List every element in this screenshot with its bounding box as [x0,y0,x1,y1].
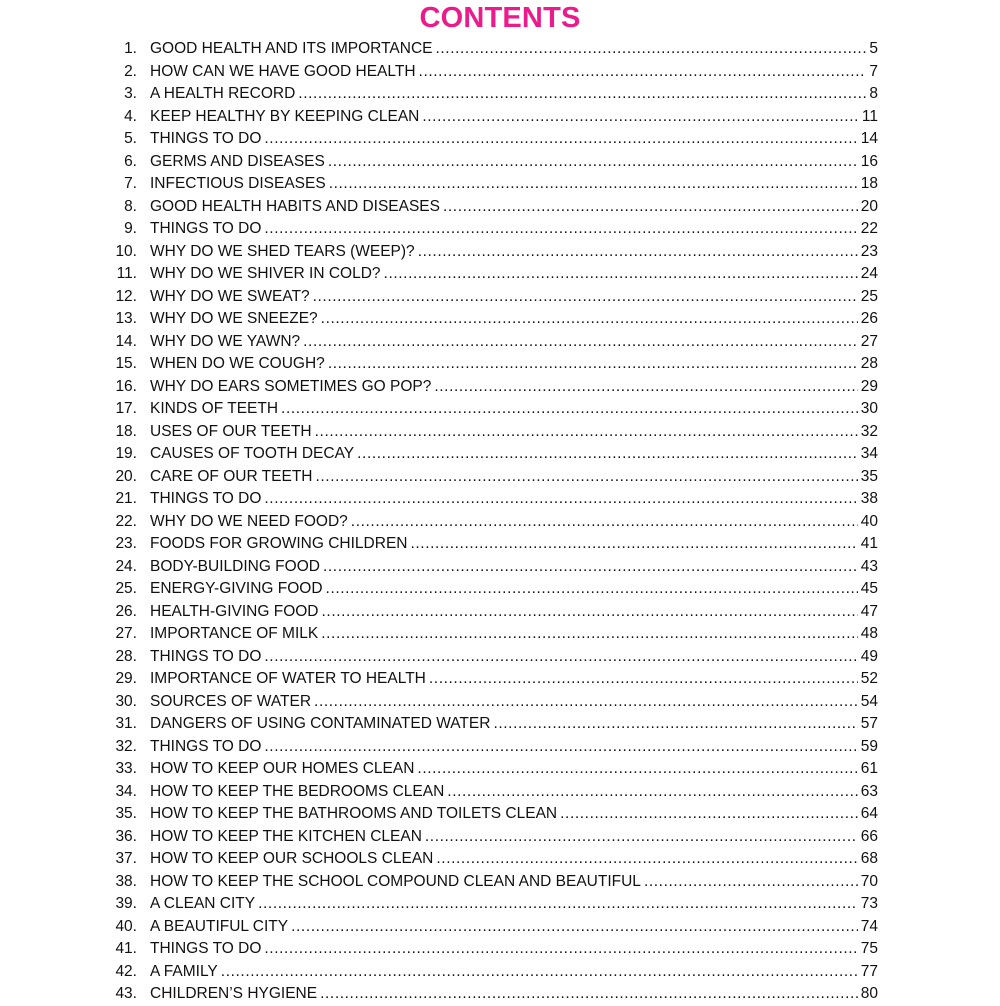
toc-entry-page: 26 [860,310,878,327]
toc-entry-number: 27. [115,625,137,642]
toc-entry-title: INFECTIOUS DISEASES [150,175,326,192]
toc-entry-title: GOOD HEALTH HABITS AND DISEASES [150,197,440,215]
toc-entry-line [150,668,878,691]
toc-entry-page: 68 [860,850,878,867]
toc-entry-line [150,61,878,84]
toc-entry-title: THINGS TO DO [150,220,262,237]
toc-entry-page: 11 [861,107,878,125]
toc-entry-title: A BEAUTIFUL CITY [150,917,289,935]
toc-entry-page: 38 [860,490,878,507]
toc-entry-line [150,421,878,444]
toc-entry-page: 40 [860,512,878,530]
toc-entry-page: 77 [860,962,878,980]
toc-entry-number: 40. [115,917,137,935]
toc-entry-title: A CLEAN CITY [150,895,256,912]
toc-entry-page: 22 [860,220,878,237]
toc-entry-title: SOURCES OF WATER [150,692,312,710]
toc-entry-page: 80 [860,985,878,1002]
toc-entry [100,308,878,331]
toc-entry [100,488,878,511]
toc-entry [100,263,878,286]
toc-entry-page: 34 [860,445,878,462]
toc-entry-page: 49 [860,647,878,665]
toc-entry-title: WHY DO WE YAWN? [150,332,301,350]
toc-entry [100,938,878,961]
toc-entry [100,196,878,219]
toc-entry-number: 1. [124,40,137,57]
toc-entry [100,421,878,444]
toc-entry-page: 29 [860,377,878,395]
toc-entry-title: WHY DO WE SHIVER IN COLD? [150,265,381,282]
toc-entry-number: 19. [115,445,137,462]
toc-entry-number: 36. [115,827,137,845]
toc-entry-title: HEALTH-GIVING FOOD [150,602,319,620]
toc-entry-title: A FAMILY [150,962,218,980]
toc-entry-page: 61 [860,760,878,777]
toc-entry-title: USES OF OUR TEETH [150,422,312,440]
dot-leader [322,601,858,624]
toc-entry-line [150,803,878,826]
toc-entry-number: 35. [115,805,137,822]
dot-leader [328,151,858,174]
toc-entry-line [150,173,878,196]
dot-leader [644,871,858,894]
dot-leader [419,61,867,84]
toc-entry [100,601,878,624]
toc-entry-number: 37. [115,850,137,867]
toc-entry-title: IMPORTANCE OF MILK [150,625,319,642]
toc-entry-page: 64 [860,805,878,822]
toc-entry-title: WHEN DO WE COUGH? [150,355,325,372]
toc-entry-number: 31. [115,715,137,732]
dot-leader [303,331,858,354]
toc-entry-page: 24 [860,265,878,282]
toc-entry [100,241,878,264]
dot-leader [357,443,858,466]
toc-entry-number: 24. [115,557,137,575]
toc-entry-line [150,331,878,354]
toc-entry-page: 47 [860,602,878,620]
dot-leader [560,803,858,826]
toc-entry [100,151,878,174]
toc-entry-title: A HEALTH RECORD [150,85,296,102]
dot-leader [326,578,858,601]
toc-entry [100,398,878,421]
toc-entry-page: 8 [869,85,878,102]
toc-entry-number: 33. [115,760,137,777]
toc-entry-title: HOW TO KEEP THE SCHOOL COMPOUND CLEAN AND BEAUTIFUL [150,872,641,890]
toc-entry-title: FOODS FOR GROWING CHILDREN [150,535,408,552]
toc-entry-page: 41 [860,535,878,552]
toc-entry-line [150,578,878,601]
toc-entry [100,128,878,151]
toc-entry [100,443,878,466]
dot-leader [315,466,857,489]
toc-entry-page: 45 [860,580,878,597]
toc-entry-page: 52 [860,670,878,687]
toc-entry-title: BODY-BUILDING FOOD [150,557,320,575]
toc-entry-number: 18. [115,422,137,440]
toc-entry-line [150,646,878,669]
toc-entry-title: THINGS TO DO [150,737,262,755]
dot-leader [321,623,858,646]
toc-entry-page: 14 [860,130,878,147]
toc-entry-number: 38. [115,872,137,890]
toc-entry-line [150,241,878,264]
toc-entry-number: 6. [124,152,137,170]
toc-entry-page: 73 [860,895,878,912]
dot-leader [264,646,857,669]
toc-entry-title: HOW TO KEEP THE KITCHEN CLEAN [150,827,422,845]
toc-entry-number: 25. [115,580,137,597]
toc-entry-title: GOOD HEALTH AND ITS IMPORTANCE [150,40,433,57]
toc-entry-title: WHY DO WE SNEEZE? [150,310,318,327]
dot-leader [417,758,857,781]
toc-entry-number: 8. [124,197,137,215]
toc-entry-title: KINDS OF TEETH [150,400,279,417]
dot-leader [264,736,857,759]
toc-entry [100,353,878,376]
toc-entry-line [150,781,878,804]
dot-leader [429,668,858,691]
toc-entry-title: DANGERS OF USING CONTAMINATED WATER [150,715,491,732]
toc-entry-number: 34. [115,782,137,800]
dot-leader [314,691,858,714]
toc-entry-title: CAUSES OF TOOTH DECAY [150,445,355,462]
toc-entry-page: 23 [860,242,878,260]
dot-leader [264,218,857,241]
dot-leader [264,128,857,151]
toc-entry-number: 29. [115,670,137,687]
toc-entry [100,803,878,826]
dot-leader [447,781,857,804]
dot-leader [328,353,858,376]
toc-entry-title: HOW TO KEEP THE BATHROOMS AND TOILETS CLEAN [150,805,558,822]
toc-entry-number: 14. [115,332,137,350]
toc-entry-line [150,938,878,961]
toc-entry-line [150,263,878,286]
dot-leader [443,196,858,219]
toc-entry-number: 20. [115,467,137,485]
toc-entry-title: IMPORTANCE OF WATER TO HEALTH [150,670,426,687]
toc-entry-line [150,736,878,759]
toc-entry-number: 7. [124,175,137,192]
toc-entry-page: 7 [869,62,878,80]
toc-entry-line [150,623,878,646]
toc-entry-page: 74 [860,917,878,935]
toc-entry-title: THINGS TO DO [150,940,262,957]
toc-entry-line [150,691,878,714]
toc-entry [100,173,878,196]
toc-entry-line [150,556,878,579]
toc-entry-page: 75 [860,940,878,957]
toc-entry-line [150,151,878,174]
toc-entry-page: 59 [860,737,878,755]
toc-entry [100,466,878,489]
toc-entry-page: 32 [860,422,878,440]
toc-entry-number: 3. [124,85,137,102]
dot-leader [422,106,859,129]
toc-entry-line [150,353,878,376]
toc-entry-line [150,848,878,871]
toc-entry-number: 32. [115,737,137,755]
toc-entry-title: CHILDREN’S HYGIENE [150,985,318,1002]
dot-leader [384,263,858,286]
dot-leader [315,421,858,444]
toc-entry-line [150,961,878,984]
dot-leader [493,713,857,736]
toc-entry-number: 11. [116,265,137,282]
dot-leader [298,83,866,106]
toc-entry [100,38,878,61]
toc-entry-line [150,196,878,219]
toc-entry-number: 17. [115,400,137,417]
toc-entry-page: 43 [860,557,878,575]
toc-entry-title: WHY DO WE SWEAT? [150,287,310,305]
toc-entry-title: WHY DO WE SHED TEARS (WEEP)? [150,242,415,260]
dot-leader [321,308,858,331]
toc-entry-page: 57 [860,715,878,732]
toc-entry-page: 20 [860,197,878,215]
toc-entry [100,871,878,894]
toc-entry-line [150,511,878,534]
toc-entry [100,578,878,601]
toc-entry-line [150,398,878,421]
toc-entry-number: 16. [115,377,137,395]
toc-entry-title: HOW TO KEEP OUR HOMES CLEAN [150,760,415,777]
dot-leader [351,511,858,534]
toc-entry-number: 22. [115,512,137,530]
dot-leader [436,848,857,871]
toc-entry [100,218,878,241]
toc-entry-number: 13. [115,310,137,327]
toc-entry-title: THINGS TO DO [150,647,262,665]
dot-leader [258,893,858,916]
dot-leader [323,556,858,579]
toc-entry-number: 26. [115,602,137,620]
dot-leader [418,241,858,264]
toc-entry-line [150,106,878,129]
toc-entry [100,961,878,984]
toc-entry-number: 4. [124,107,137,125]
toc-entry-number: 9. [124,220,137,237]
table-of-contents [100,38,878,1006]
dot-leader [313,286,858,309]
toc-entry [100,893,878,916]
toc-entry [100,691,878,714]
toc-entry-line [150,533,878,556]
toc-entry-number: 21. [115,490,137,507]
toc-entry-line [150,466,878,489]
dot-leader [291,916,858,939]
toc-entry-line [150,286,878,309]
toc-entry-page: 18 [860,175,878,192]
toc-entry-line [150,443,878,466]
toc-entry [100,668,878,691]
toc-entry [100,106,878,129]
toc-entry-line [150,376,878,399]
toc-entry-page: 30 [860,400,878,417]
toc-entry-page: 16 [860,152,878,170]
dot-leader [434,376,857,399]
toc-entry-title: CARE OF OUR TEETH [150,467,313,485]
dot-leader [221,961,858,984]
toc-entry-number: 15. [115,355,137,372]
dot-leader [410,533,857,556]
toc-entry-title: HOW TO KEEP OUR SCHOOLS CLEAN [150,850,434,867]
toc-entry-line [150,871,878,894]
toc-entry-line [150,713,878,736]
dot-leader [425,826,858,849]
toc-entry-page: 70 [860,872,878,890]
toc-entry-number: 2. [124,62,137,80]
toc-entry [100,533,878,556]
dot-leader [264,938,857,961]
toc-entry-page: 63 [860,782,878,800]
toc-entry-title: THINGS TO DO [150,490,262,507]
toc-entry [100,511,878,534]
toc-entry [100,781,878,804]
toc-entry-number: 42. [115,962,137,980]
toc-entry-page: 48 [860,625,878,642]
toc-entry [100,331,878,354]
toc-entry-title: WHY DO EARS SOMETIMES GO POP? [150,377,432,395]
toc-entry-title: WHY DO WE NEED FOOD? [150,512,348,530]
toc-entry-line [150,128,878,151]
toc-entry [100,758,878,781]
toc-entry-title: KEEP HEALTHY BY KEEPING CLEAN [150,107,420,125]
toc-entry-number: 39. [115,895,137,912]
toc-entry-line [150,826,878,849]
toc-entry-page: 54 [860,692,878,710]
toc-entry [100,286,878,309]
toc-entry-title: THINGS TO DO [150,130,262,147]
toc-entry-number: 43. [115,985,137,1002]
toc-entry-title: HOW CAN WE HAVE GOOD HEALTH [150,62,416,80]
toc-entry-number: 30. [115,692,137,710]
toc-entry-number: 5. [124,130,137,147]
toc-entry-number: 28. [115,647,137,665]
toc-entry-page: 25 [860,287,878,305]
toc-entry-number: 23. [115,535,137,552]
toc-entry [100,983,878,1006]
toc-entry [100,623,878,646]
toc-entry-title: GERMS AND DISEASES [150,152,325,170]
toc-entry [100,646,878,669]
toc-entry-line [150,308,878,331]
toc-entry-line [150,38,878,61]
toc-entry-line [150,983,878,1006]
toc-entry-page: 66 [860,827,878,845]
toc-entry-number: 10. [115,242,137,260]
toc-entry [100,83,878,106]
toc-entry-line [150,916,878,939]
dot-leader [329,173,858,196]
toc-entry [100,736,878,759]
toc-entry-line [150,488,878,511]
toc-entry [100,376,878,399]
dot-leader [435,38,866,61]
toc-entry-title: ENERGY-GIVING FOOD [150,580,323,597]
dot-leader [281,398,858,421]
toc-entry-page: 27 [860,332,878,350]
toc-entry [100,61,878,84]
toc-entry-page: 35 [860,467,878,485]
toc-entry-page: 28 [860,355,878,372]
toc-entry-title: HOW TO KEEP THE BEDROOMS CLEAN [150,782,445,800]
toc-entry-number: 41. [115,940,137,957]
toc-entry-line [150,83,878,106]
dot-leader [264,488,857,511]
toc-entry-page: 5 [869,40,878,57]
dot-leader [320,983,858,1006]
toc-entry-number: 12. [115,287,137,305]
toc-entry [100,556,878,579]
toc-entry [100,848,878,871]
toc-entry-line [150,758,878,781]
toc-entry-line [150,893,878,916]
toc-entry [100,826,878,849]
toc-entry [100,713,878,736]
page-title: CONTENTS [419,2,581,34]
toc-entry [100,916,878,939]
toc-entry-line [150,218,878,241]
toc-entry-line [150,601,878,624]
